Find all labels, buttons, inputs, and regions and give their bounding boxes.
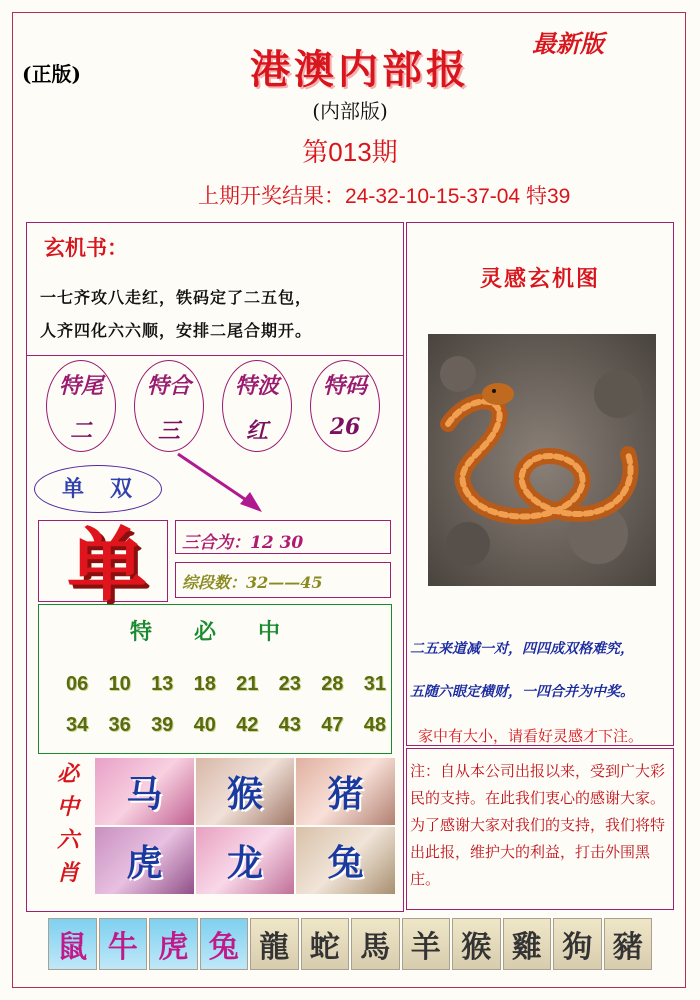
number: 06 (66, 673, 89, 695)
number: 21 (236, 673, 259, 695)
zodiac-picks-grid (95, 758, 395, 894)
newest-edition-label: 最新版 (532, 29, 604, 58)
genuine-label: (正版) (22, 62, 81, 86)
number: 47 (321, 714, 344, 736)
number: 48 (363, 714, 386, 736)
zodiac-dog: 狗 (553, 918, 602, 970)
snake-photo-icon (428, 334, 656, 586)
label-char: 六 (56, 827, 79, 853)
number: 34 (66, 714, 89, 736)
number: 28 (321, 673, 344, 695)
tag-oval-number (310, 360, 380, 452)
number: 31 (363, 673, 386, 695)
zodiac-goat: 羊 (402, 918, 451, 970)
six-zodiac-label (46, 758, 90, 890)
number-row-2 (66, 714, 386, 737)
zodiac-pick: 虎 (95, 827, 194, 894)
te-bizhong-title: 特必中 (130, 619, 323, 645)
label-char: 中 (56, 794, 79, 820)
number: 42 (236, 714, 259, 736)
tag-value: 26 (329, 414, 361, 440)
zodiac-tiger: 虎 (149, 918, 198, 970)
xuanji-line-1: 一七齐攻八走红，铁码定了二五包， (40, 288, 313, 307)
number: 39 (151, 714, 174, 736)
inspiration-tip: 家中有大小，请看好灵感才下注。 (418, 728, 644, 745)
label-char: 肖 (56, 860, 79, 886)
zodiac-dragon: 龍 (250, 918, 299, 970)
tag-value: 三 (157, 418, 180, 444)
zodiac-pick: 猴 (196, 758, 295, 825)
internal-edition-label: (内部版) (312, 99, 388, 123)
label-char: 必 (56, 761, 79, 787)
number: 13 (151, 673, 174, 695)
page-title: 港澳内部报 (250, 46, 470, 93)
tag-oval-tail (46, 360, 116, 452)
zodiac-snake: 蛇 (301, 918, 350, 970)
arrow-icon (170, 448, 270, 518)
tag-label: 特尾 (58, 373, 103, 399)
poem-line-1: 二五来道减一对，四四成双格难究， (410, 641, 634, 657)
number: 23 (278, 673, 301, 695)
number: 18 (193, 673, 216, 695)
tag-oval-wave (222, 360, 292, 452)
issue-number: 第013期 (302, 137, 398, 167)
zongduan-text: 综段数：32——45 (182, 573, 323, 592)
tag-label: 特合 (146, 373, 191, 399)
zodiac-rat: 鼠 (48, 918, 97, 970)
zodiac-bar (48, 918, 652, 970)
number: 36 (108, 714, 131, 736)
number: 40 (193, 714, 216, 736)
zodiac-pick: 马 (95, 758, 194, 825)
last-draw-result: 上期开奖结果：24-32-10-15-37-04 特39 (198, 185, 571, 208)
zodiac-rooster: 雞 (503, 918, 552, 970)
zodiac-rabbit: 兔 (200, 918, 249, 970)
poem-line-2: 五随六眼定横财，一四合并为中奖。 (410, 684, 634, 700)
xuanji-title: 玄机书： (44, 235, 128, 260)
zodiac-pick: 龙 (196, 827, 295, 894)
zodiac-pig: 豬 (604, 918, 653, 970)
tag-label: 特码 (322, 373, 367, 399)
zodiac-pick: 兔 (296, 827, 395, 894)
zodiac-monkey: 猴 (452, 918, 501, 970)
tag-label: 特波 (234, 373, 279, 399)
zodiac-ox: 牛 (99, 918, 148, 970)
zodiac-pick: 猪 (296, 758, 395, 825)
number: 43 (278, 714, 301, 736)
tag-value: 红 (245, 418, 268, 444)
sanhe-text: 三合为：12 30 (182, 533, 304, 553)
xuanji-line-2: 人齐四化六六顺，安排二尾合期开。 (40, 321, 313, 340)
note-text: 注：自从本公司出报以来，受到广大彩民的支持。在此我们衷心的感谢大家。为了感谢大家对我们的支持，我们将特出此报，维护大的利益，打击外围黑庄。 (410, 763, 666, 888)
tag-oval-he (134, 360, 204, 452)
odd-even-oval: 单双 (34, 465, 162, 513)
tag-value: 二 (69, 418, 92, 444)
zodiac-horse: 馬 (351, 918, 400, 970)
inspiration-title: 灵感玄机图 (479, 266, 600, 292)
number-row-1 (66, 673, 386, 696)
big-odd-character: 单 (67, 518, 147, 612)
number: 10 (108, 673, 131, 695)
